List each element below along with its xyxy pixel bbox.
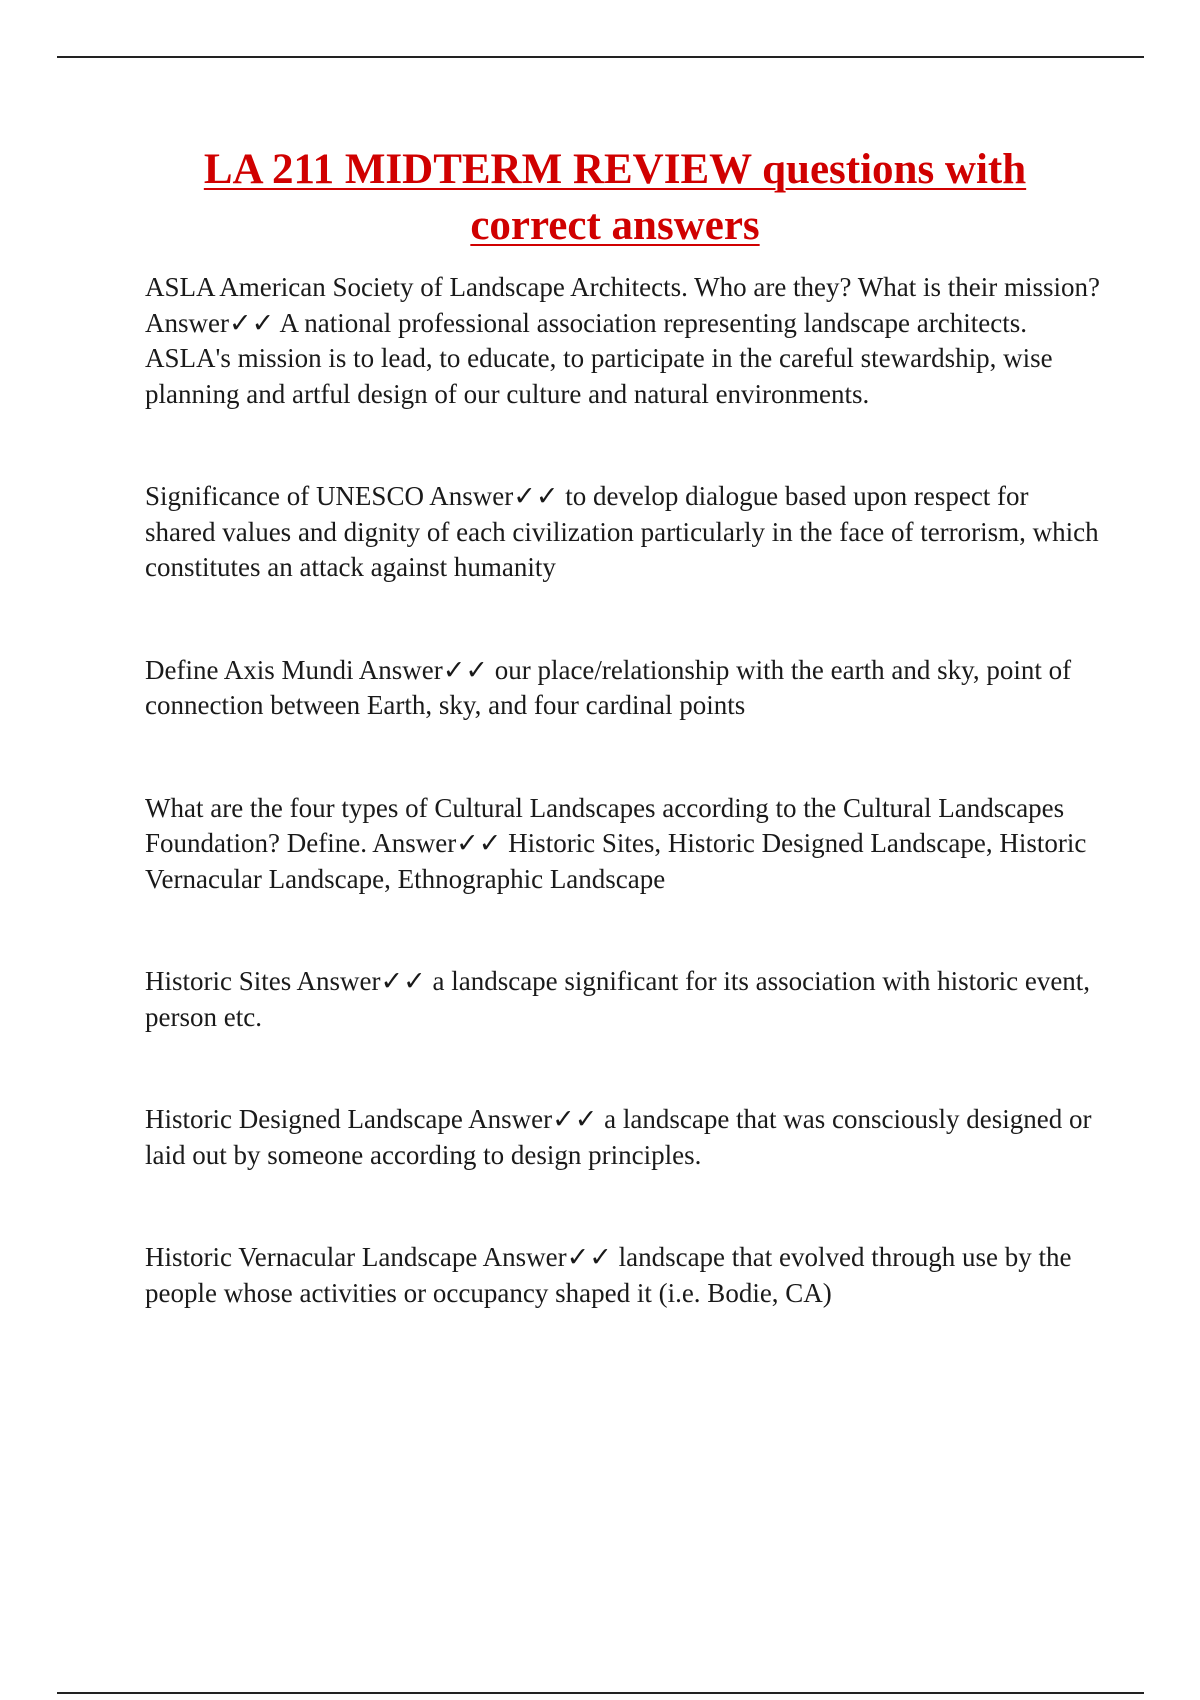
bottom-divider [57,1692,1144,1694]
page-title: LA 211 MIDTERM REVIEW questions with correct answers [203,146,1027,249]
qa-entry-historic-designed: Historic Designed Landscape Answer✓✓ a landscape that was consciously designed or laid out by someone according to design principles. [145,1104,1092,1170]
top-divider [57,56,1144,58]
qa-entry-historic-vernacular: Historic Vernacular Landscape Answer✓✓ landscape that evolved through use by the people whose activities or occupancy shaped it (i.e. Bodie, CA) [145,1242,1072,1308]
qa-entry-asla: ASLA American Society of Landscape Architects. Who are they? What is their mission? Answer✓✓ A national professional association representing landscape architects. ASLA's mission is to lead, to educate, to participate in the careful stewardship, wise planning and artful design of our culture and natural environments. [145,272,1100,409]
qa-list [145,270,1100,1378]
qa-entry-historic-sites: Historic Sites Answer✓✓ a landscape significant for its association with historic event, person etc. [145,966,1091,1032]
qa-entry-cultural-landscapes: What are the four types of Cultural Landscapes according to the Cultural Landscapes Foundation? Define. Answer✓✓ Historic Sites, Historic Designed Landscape, Historic Vernacular Landscape, Ethnographic Landscape [145,792,1087,894]
qa-entry-axis-mundi: Define Axis Mundi Answer✓✓ our place/relationship with the earth and sky, point of connection between Earth, sky, and four cardinal points [145,654,1072,720]
qa-entry-unesco: Significance of UNESCO Answer✓✓ to develop dialogue based upon respect for shared values and dignity of each civilization particularly in the face of terrorism, which constitutes an attack against humanity [145,481,1099,582]
